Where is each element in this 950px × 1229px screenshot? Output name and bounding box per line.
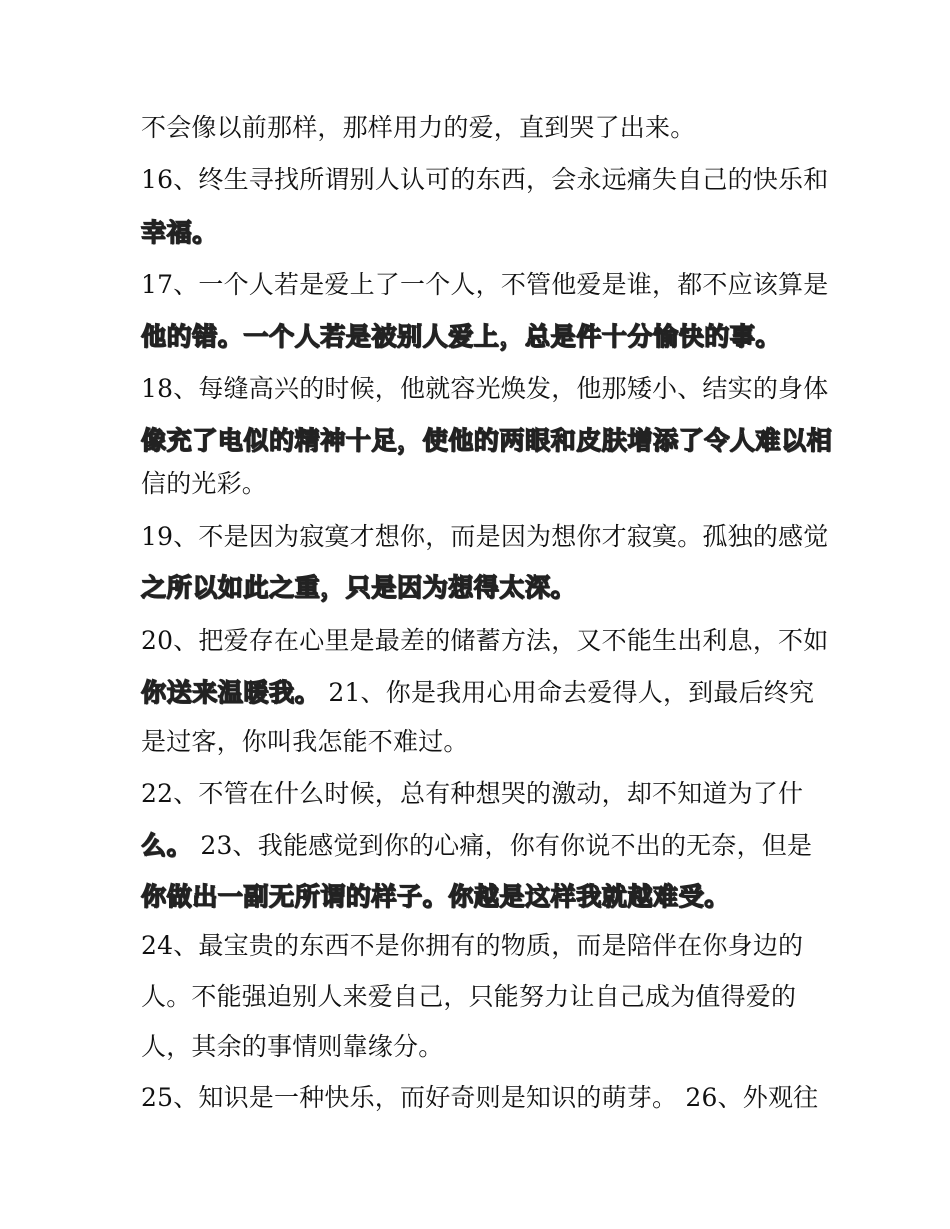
plain-segment: 21、你是我用心用命去爱得人，到最后终究 [320, 678, 815, 707]
text-line: 19、不是因为寂寞才想你，而是因为想你才寂寞。孤独的感觉 [141, 522, 829, 551]
text-line-outlined: 像充了电似的精神十足，使他的两眼和皮肤增添了令人难以相 [141, 426, 833, 455]
text-line: 16、终生寻找所谓别人认可的东西，会永远痛失自己的快乐和 [141, 165, 829, 194]
text-line: 24、最宝贵的东西不是你拥有的物质，而是陪伴在你身边的 [141, 931, 804, 960]
text-line: 人。不能强迫别人来爱自己，只能努力让自己成为值得爱的 [141, 982, 797, 1011]
text-line-outlined: 他的错。一个人若是被别人爱上，总是件十分愉快的事。 [141, 322, 782, 351]
outlined-segment: 么。 [141, 831, 193, 860]
plain-segment: 23、我能感觉到你的心痛，你有你说不出的无奈，但是 [192, 831, 813, 860]
text-line-outlined: 之所以如此之重，只是因为想得太深。 [141, 573, 577, 602]
text-line-mixed [141, 829, 821, 863]
text-line: 不会像以前那样，那样用力的爱，直到哭了出来。 [141, 113, 696, 142]
text-line-outlined: 幸福。 [141, 218, 218, 247]
text-line: 人，其余的事情则靠缘分。 [141, 1032, 444, 1061]
text-line-outlined: 你做出一副无所谓的样子。你越是这样我就越难受。 [141, 882, 730, 911]
text-line: 17、一个人若是爱上了一个人，不管他爱是谁，都不应该算是 [141, 270, 829, 299]
text-line-mixed [141, 676, 821, 710]
text-line: 是过客，你叫我怎能不难过。 [141, 727, 469, 756]
outlined-segment: 你送来温暖我。 [141, 678, 321, 707]
text-line: 信的光彩。 [141, 469, 268, 498]
text-line: 18、每缝高兴的时候，他就容光焕发，他那矮小、结实的身体 [141, 374, 829, 403]
text-line: 25、知识是一种快乐，而好奇则是知识的萌芽。 26、外观往 [141, 1083, 819, 1112]
text-line: 20、把爱存在心里是最差的储蓄方法，又不能生出利息，不如 [141, 626, 829, 655]
text-line: 22、不管在什么时候，总有种想哭的激动，却不知道为了什 [141, 779, 804, 808]
